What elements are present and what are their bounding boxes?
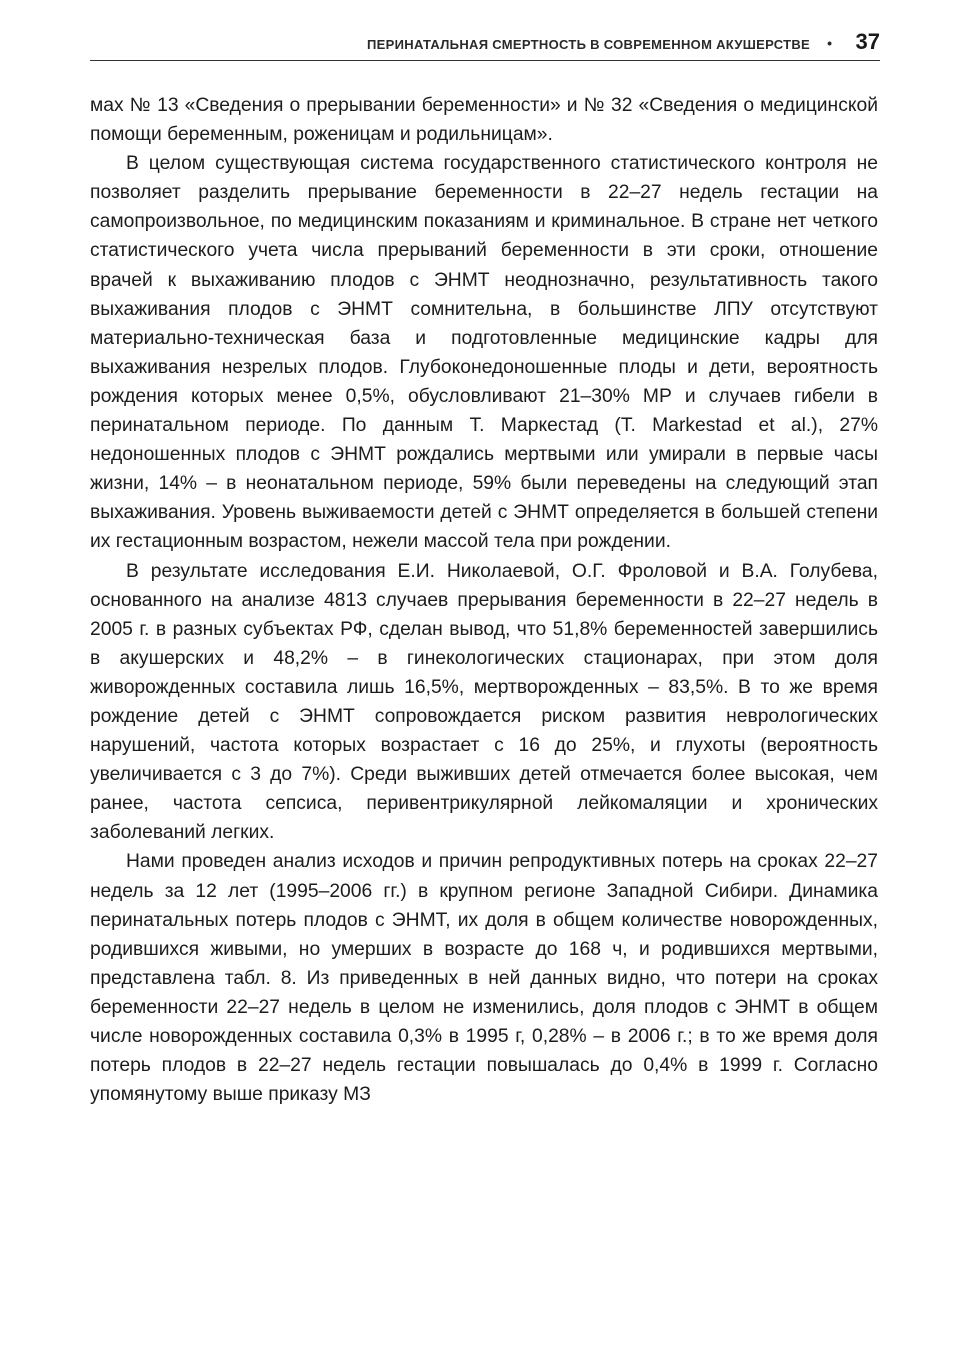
page-number: 37 <box>855 29 880 54</box>
body-text <box>90 91 878 1109</box>
paragraph: Нами проведен анализ исходов и причин репродуктивных потерь на сроках 22–27 недель за 12 лет (1995–2006 гг.) в крупном регионе Западной Сибири. Динамика перинатальных потерь плодов с ЭНМТ, их доля в общем количестве новорожденных, родившихся живыми, но умерших в возрасте до 168 ч, и родившихся мертвыми, представлена табл. 8. Из приведенных в ней данных видно, что потери на сроках беременности 22–27 недель в целом не изменились, доля плодов с ЭНМТ в общем числе новорожденных составила 0,3% в 1995 г, 0,28% – в 2006 г.; в то же время доля потерь плодов в 22–27 недель гестации повышалась до 0,4% в 1999 г. Согласно упомянутому выше приказу МЗ <box>90 851 878 1106</box>
header-bullet: • <box>827 35 832 51</box>
running-header <box>90 30 880 64</box>
paragraph: В результате исследования Е.И. Николаевой, О.Г. Фроловой и В.А. Голубева, основанного на анализе 4813 случаев прерывания беременности в 22–27 недель в 2005 г. в разных субъектах РФ, сделан вывод, что 51,8% беременностей завершились в акушерских и 48,2% – в гинекологических стационарах, при этом доля живорожденных составила лишь 16,5%, мертворожденных – 83,5%. В то же время рождение детей с ЭНМТ сопровождается риском развития неврологических нарушений, частота которых возрастает с 16 до 25%, и глухоты (вероятность увеличивается с 3 до 7%). Среди выживших детей отмечается более высокая, чем ранее, частота сепсиса, перивентрикулярной лейкомаляции и хронических заболеваний легких. <box>90 560 878 844</box>
paragraph: В целом существующая система государственного статистического контроля не позволяет разделить прерывание беременности в 22–27 недель гестации на самопроизвольное, по медицинским показаниям и криминальное. В стране нет четкого статистического учета числа прерываний беременности в эти сроки, отношение врачей к выхаживанию плодов с ЭНМТ неоднозначно, результативность такого выхаживания плодов с ЭНМТ сомнительна, в большинстве ЛПУ отсутствуют материально-техническая база и подготовленные медицинские кадры для выхаживания незрелых плодов. Глубоконедоношенные плоды и дети, вероятность рождения которых менее 0,5%, обусловливают 21–30% МР и случаев гибели в перинатальном периоде. По данным Т. Маркестад (T. Markestad et al.), 27% недоношенных плодов с ЭНМТ рождались мертвыми или умирали в первые часы жизни, 14% – в неонатальном периоде, 59% были переведены на следующий этап выхаживания. Уровень выживаемости детей с ЭНМТ определяется в большей степени их гестационным возрастом, нежели массой тела при рождении. <box>90 153 878 553</box>
paragraph-continuation: мах № 13 «Сведения о прерывании беременности» и № 32 «Сведения о медицинской помощи беременным, роженицам и родильницам». <box>90 95 878 146</box>
running-title: ПЕРИНАТАЛЬНАЯ СМЕРТНОСТЬ В СОВРЕМЕННОМ АКУШЕРСТВЕ <box>367 37 810 52</box>
header-rule <box>90 60 880 61</box>
